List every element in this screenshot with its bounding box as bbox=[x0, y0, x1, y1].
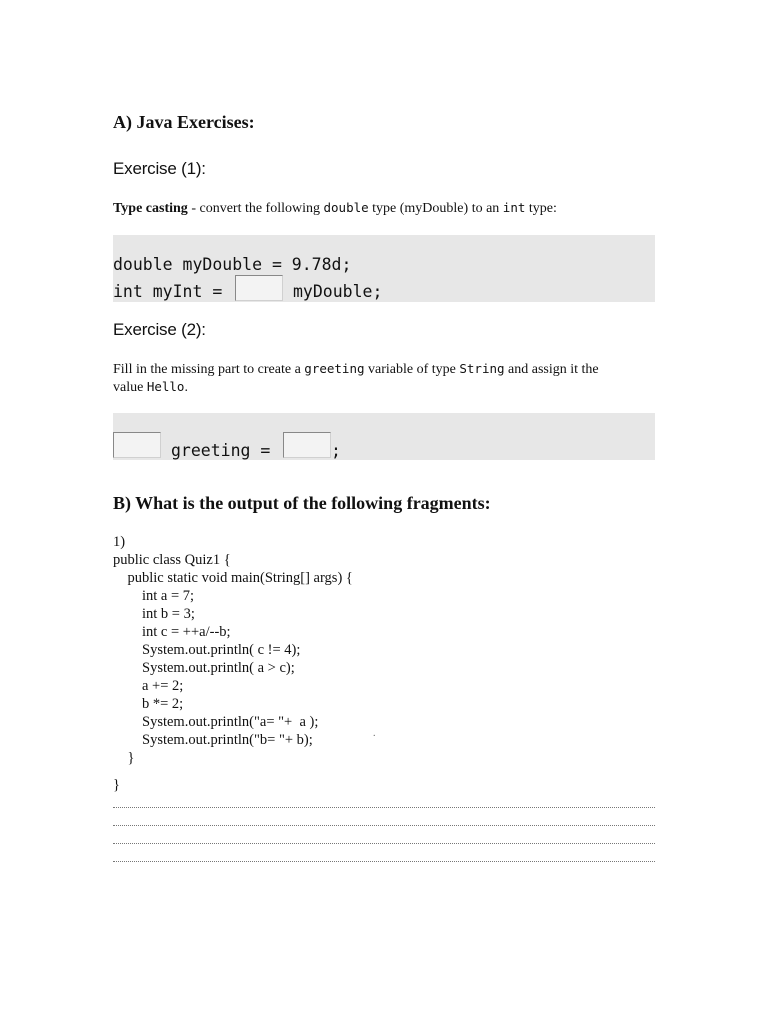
fragment-line: System.out.println( c != 4); bbox=[113, 642, 301, 658]
section-b-title: B) What is the output of the following fragments: bbox=[113, 493, 491, 513]
fragment-line: int a = 7; bbox=[113, 588, 195, 604]
code-line: greeting = bbox=[171, 441, 281, 460]
instr-code: double bbox=[323, 200, 369, 215]
instr-text: - convert the following bbox=[187, 201, 324, 216]
section-a-title: A) Java Exercises: bbox=[113, 112, 255, 132]
code-line: ; bbox=[331, 441, 341, 460]
answer-line[interactable] bbox=[113, 825, 655, 826]
answer-line[interactable] bbox=[113, 843, 655, 844]
fragment-line: public static void main(String[] args) { bbox=[113, 570, 353, 586]
fragment-line: System.out.println( a > c); bbox=[113, 660, 295, 676]
instr-text: type (myDouble) to an bbox=[368, 201, 503, 216]
fragment-line: a += 2; bbox=[113, 678, 184, 694]
instr-code: String bbox=[459, 361, 505, 376]
instr-bold: Type casting bbox=[113, 201, 188, 216]
exercise-1-title: Exercise (1): bbox=[113, 159, 206, 178]
stray-mark: . bbox=[373, 728, 376, 739]
fragment-line: System.out.println("a= "+ a ); bbox=[113, 714, 319, 730]
code-line: double myDouble = 9.78d; bbox=[113, 255, 352, 274]
exercise-1-instructions bbox=[113, 199, 557, 217]
exercise-2-instructions bbox=[113, 360, 633, 396]
answer-line[interactable] bbox=[113, 861, 655, 862]
exercise-2-code-box bbox=[113, 413, 655, 460]
fragment-line: } bbox=[113, 777, 120, 793]
cast-blank-input[interactable] bbox=[235, 275, 283, 301]
fragment-line: 1) bbox=[113, 534, 126, 550]
instr-code: Hello bbox=[146, 379, 185, 394]
answer-line[interactable] bbox=[113, 807, 655, 808]
instr-text: variable of type bbox=[364, 362, 460, 377]
exercise-2-title: Exercise (2): bbox=[113, 320, 206, 339]
instr-text: value bbox=[113, 380, 147, 395]
instr-code: greeting bbox=[304, 361, 365, 376]
exercise-1-code-box bbox=[113, 235, 655, 302]
code-line: int myInt = bbox=[113, 282, 233, 301]
fragment-line: System.out.println("b= "+ b); bbox=[113, 732, 313, 748]
instr-text: . bbox=[184, 380, 188, 395]
instr-text: and assign it the bbox=[504, 362, 599, 377]
fragment-line: b *= 2; bbox=[113, 696, 184, 712]
instr-text: Fill in the missing part to create a bbox=[113, 362, 305, 377]
fragment-line: } bbox=[113, 750, 135, 766]
code-line: myDouble; bbox=[293, 282, 383, 301]
instr-text: type: bbox=[525, 201, 557, 216]
type-blank-input[interactable] bbox=[113, 432, 161, 458]
value-blank-input[interactable] bbox=[283, 432, 331, 458]
instr-code: int bbox=[502, 200, 526, 215]
fragment-line: int c = ++a/--b; bbox=[113, 624, 231, 640]
fragment-line: public class Quiz1 { bbox=[113, 552, 231, 568]
fragment-line: int b = 3; bbox=[113, 606, 195, 622]
